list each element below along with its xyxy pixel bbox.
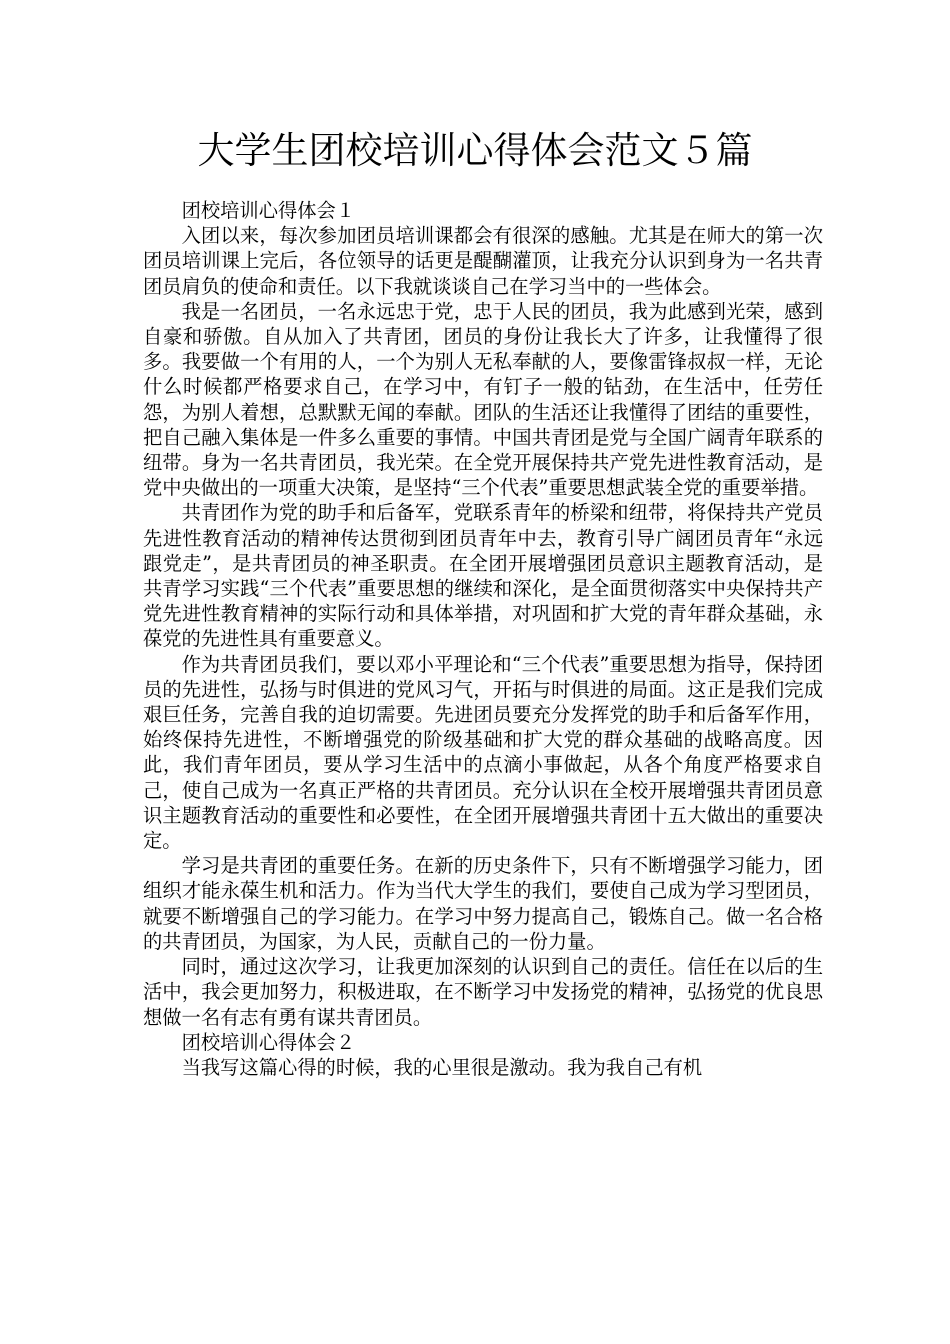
document-body — [143, 198, 823, 1080]
paragraph: 我是一名团员，一名永远忠于党，忠于人民的团员，我为此感到光荣，感到自豪和骄傲。自从加入了共青团，团员的身份让我长大了许多，让我懂得了很多。我要做一个有用的人，一个为别人无私奉献的人，要像雷锋叔叔一样，无论什么时候都严格要求自己，在学习中，有钉子一般的钻劲，在生活中，任劳任怨，为别人着想，总默默无闻的奉献。团队的生活还让我懂得了团结的重要性，把自己融入集体是一件多么重要的事情。中国共青团是党与全国广阔青年联系的纽带。身为一名共青团员，我光荣。在全党开展保持共产党先进性教育活动，是党中央做出的一项重大决策，是坚持“三个代表”重要思想武装全党的重要举措。 — [143, 299, 823, 500]
paragraph: 作为共青团员我们，要以邓小平理论和“三个代表”重要思想为指导，保持团员的先进性，弘扬与时俱进的党风习气，开拓与时俱进的局面。这正是我们完成艰巨任务，完善自我的迫切需要。先进团员要充分发挥党的助手和后备军作用，始终保持先进性，不断增强党的阶级基础和扩大党的群众基础的战略高度。因此，我们青年团员，要从学习生活中的点滴小事做起，从各个角度严格要求自己，使自己成为一名真正严格的共青团员。充分认识在全校开展增强共青团员意识主题教育活动的重要性和必要性，在全团开展增强共青团十五大做出的重要决定。 — [143, 652, 823, 853]
section-heading: 团校培训心得体会２ — [181, 1030, 356, 1054]
paragraph: 学习是共青团的重要任务。在新的历史条件下，只有不断增强学习能力，团组织才能永葆生机和活力。作为当代大学生的我们，要使自己成为学习型团员，就要不断增强自己的学习能力。在学习中努力提高自己，锻炼自己。做一名合格的共青团员，为国家，为人民，贡献自己的一份力量。 — [143, 854, 823, 953]
paragraph: 入团以来，每次参加团员培训课都会有很深的感触。尤其是在师大的第一次团员培训课上完后，各位领导的话更是醍醐灌顶，让我充分认识到身为一名共青团员肩负的使命和责任。以下我就谈谈自己在学习当中的一些体会。 — [143, 224, 823, 298]
paragraph: 当我写这篇心得的时候，我的心里很是激动。我为我自己有机 — [181, 1055, 703, 1079]
paragraph: 同时，通过这次学习，让我更加深刻的认识到自己的责任。信任在以后的生活中，我会更加努力，积极进取，在不断学习中发扬党的精神，弘扬党的优良思想做一名有志有勇有谋共青团员。 — [143, 955, 823, 1029]
section-heading: 团校培训心得体会１ — [181, 199, 356, 222]
paragraph: 共青团作为党的助手和后备军，党联系青年的桥梁和纽带，将保持共产党员先进性教育活动的精神传达贯彻到团员青年中去，教育引导广阔团员青年“永远跟党走”，是共青团员的神圣职责。在全团开展增强团员意识主题教育活动，是共青学习实践“三个代表”重要思想的继续和深化，是全面贯彻落实中央保持共产党先进性教育精神的实际行动和具体举措，对巩固和扩大党的青年群众基础，永葆党的先进性具有重要意义。 — [143, 501, 823, 651]
document-title: 大学生团校培训心得体会范文５篇 — [197, 129, 753, 172]
